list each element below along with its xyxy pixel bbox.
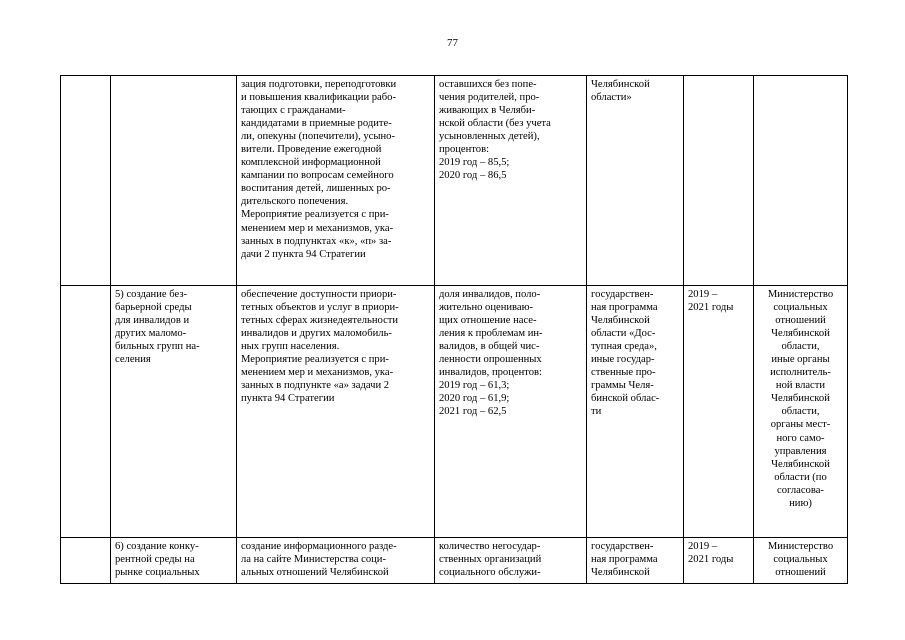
cell-text-line: 6) создание конку-: [115, 541, 199, 552]
cell-text-line: процентов:: [439, 144, 490, 156]
cell-indicator: [435, 76, 587, 286]
cell-text-line: количество негосудар-: [439, 541, 541, 552]
cell-text-line: иные органы: [771, 354, 830, 366]
cell-text-line: доля инвалидов, поло-: [439, 289, 541, 300]
cell-text-line: обеспечение доступности приори-: [241, 289, 397, 300]
cell-text-line: кампании по вопросам семейного: [241, 170, 394, 182]
cell-text-line: нской области (без учета: [439, 118, 551, 130]
cell-text-line: исполнитель-: [770, 367, 831, 379]
cell-text-line: 2020 год – 86,5: [439, 170, 507, 182]
cell-program: [587, 538, 684, 584]
cell-text-line: и повышения квалификации рабо-: [241, 92, 396, 104]
cell-text-line: бинской облас-: [591, 393, 660, 405]
cell-text-line: бильных групп на-: [115, 341, 200, 353]
cell-text-line: Челябинской: [591, 79, 650, 90]
cell-text-line: валидов, в общей чис-: [439, 341, 540, 353]
cell-text-line: иные государ-: [591, 354, 655, 366]
cell-text-line: Челябинской: [771, 328, 830, 340]
cell-text-line: для инвалидов и: [115, 315, 190, 327]
cell-text-line: инвалидов, процентов:: [439, 367, 542, 379]
cell-text-line: ственных организаций: [439, 554, 542, 566]
cell-text-line: селения: [115, 354, 151, 366]
cell-text-line: социального обслужи-: [439, 567, 541, 579]
cell-task: [111, 76, 237, 286]
cell-executor: [754, 538, 848, 584]
cell-text-line: занных в подпунктах «к», «п» за-: [241, 235, 392, 247]
cell-measure: [237, 286, 435, 538]
cell-text-line: 2019 –: [688, 289, 718, 300]
cell-text-line: Мероприятие реализуется с при-: [241, 209, 389, 221]
cell-text-line: Челябинской: [771, 393, 830, 405]
cell-text-line: тетных объектов и услуг в приори-: [241, 302, 399, 314]
cell-text-line: Министерство: [767, 289, 834, 300]
cell-text-line: ления к проблемам ин-: [439, 328, 543, 340]
cell-text-line: отношений: [775, 315, 826, 327]
cell-indicator: [435, 538, 587, 584]
cell-text-line: менением мер и механизмов, ука-: [241, 222, 394, 234]
cell-text-line: пункта 94 Стратегии: [241, 393, 335, 405]
cell-text-line: живающих в Челяби-: [439, 105, 536, 117]
cell-text-line: государствен-: [591, 541, 654, 552]
cell-text-line: ленности опрошенных: [439, 354, 542, 366]
cell-text-line: жительно оцениваю-: [439, 302, 534, 314]
cell-measure: [237, 76, 435, 286]
cell-executor: [754, 286, 848, 538]
cell-period: [684, 76, 754, 286]
table-row: [61, 76, 848, 286]
cell-text-line: ная программа: [591, 554, 658, 566]
cell-text-line: барьерной среды: [115, 302, 192, 314]
cell-text-line: инвалидов и других маломобиль-: [241, 328, 392, 340]
table-row: [61, 286, 848, 538]
cell-text-line: чения родителей, про-: [439, 92, 540, 104]
cell-text-line: тетных сферах жизнедеятельности: [241, 315, 399, 327]
cell-text-line: социальных: [773, 302, 828, 314]
cell-text-line: Мероприятие реализуется с при-: [241, 354, 389, 366]
cell-text-line: области (по: [774, 471, 827, 483]
cell-text-line: 2021 годы: [688, 554, 734, 566]
cell-text-line: вители. Проведение ежегодной: [241, 144, 382, 156]
cell-text-line: усыновленных детей),: [439, 131, 540, 143]
cell-program: [587, 76, 684, 286]
cell-text-line: ли, опекуны (попечители), усыно-: [241, 131, 395, 143]
cell-text-line: 2021 год – 62,5: [439, 406, 507, 418]
cell-text-line: ти: [591, 406, 602, 418]
cell-task: [111, 538, 237, 584]
cell-text-line: тупная среда»,: [591, 341, 657, 353]
cell-text-line: комплексной информационной: [241, 157, 381, 169]
cell-text-line: менением мер и механизмов, ука-: [241, 367, 394, 379]
cell-number: [61, 286, 111, 538]
page-number: 77: [447, 37, 458, 49]
cell-text-line: 2019 год – 85,5;: [439, 157, 510, 169]
cell-text-line: Челябинской: [771, 458, 830, 470]
cell-text-line: 2021 годы: [688, 302, 734, 314]
cell-text-line: согласова-: [777, 484, 824, 496]
cell-text-line: альных отношений Челябинской: [241, 567, 389, 579]
cell-text-line: области,: [781, 341, 820, 353]
cell-period: [684, 538, 754, 584]
cell-text-line: ственные про-: [591, 367, 656, 379]
cell-text-line: дачи 2 пункта 94 Стратегии: [241, 248, 366, 260]
cell-number: [61, 76, 111, 286]
cell-text-line: рентной среды на: [115, 554, 195, 566]
cell-text-line: тающих с гражданами-: [241, 105, 346, 117]
cell-text-line: ной власти: [775, 380, 826, 392]
cell-executor: [754, 76, 848, 286]
cell-text-line: 2019 –: [688, 541, 718, 552]
table-row: [61, 538, 848, 584]
cell-period: [684, 286, 754, 538]
cell-text-line: управления: [774, 445, 827, 457]
cell-text-line: других маломо-: [115, 328, 187, 340]
cell-text-line: 2020 год – 61,9;: [439, 393, 510, 405]
cell-text-line: кандидатами в приемные родите-: [241, 118, 392, 130]
cell-text-line: социальных: [773, 554, 828, 566]
cell-measure: [237, 538, 435, 584]
cell-text-line: создание информационного разде-: [241, 541, 397, 552]
cell-text-line: области «Дос-: [591, 328, 656, 340]
cell-text-line: ла на сайте Министерства соци-: [241, 554, 387, 566]
cell-text-line: зация подготовки, переподготовки: [241, 79, 397, 90]
cell-text-line: воспитания детей, лишенных ро-: [241, 183, 391, 195]
cell-text-line: Челябинской: [591, 567, 650, 579]
cell-text-line: ных групп населения.: [241, 341, 340, 353]
cell-text-line: рынке социальных: [115, 567, 200, 579]
cell-text-line: дительского попечения.: [241, 196, 349, 208]
cell-text-line: щих отношение насе-: [439, 315, 537, 327]
cell-text-line: государствен-: [591, 289, 654, 300]
cell-text-line: 2019 год – 61,3;: [439, 380, 510, 392]
cell-text-line: занных в подпункте «а» задачи 2: [241, 380, 390, 392]
cell-text-line: ного само-: [776, 432, 825, 444]
cell-text-line: отношений: [775, 567, 826, 579]
cell-text-line: 5) создание без-: [115, 289, 188, 300]
cell-number: [61, 538, 111, 584]
cell-indicator: [435, 286, 587, 538]
cell-text-line: области,: [781, 406, 820, 418]
cell-text-line: области»: [591, 92, 632, 104]
cell-text-line: органы мест-: [770, 419, 831, 431]
cell-text-line: граммы Челя-: [591, 380, 654, 392]
cell-text-line: нию): [789, 497, 812, 509]
cell-text-line: ная программа: [591, 302, 658, 314]
cell-text-line: оставшихся без попе-: [439, 79, 537, 90]
cell-text-line: Челябинской: [591, 315, 650, 327]
cell-text-line: Министерство: [767, 541, 834, 552]
measures-table: [60, 75, 848, 584]
cell-task: [111, 286, 237, 538]
cell-program: [587, 286, 684, 538]
